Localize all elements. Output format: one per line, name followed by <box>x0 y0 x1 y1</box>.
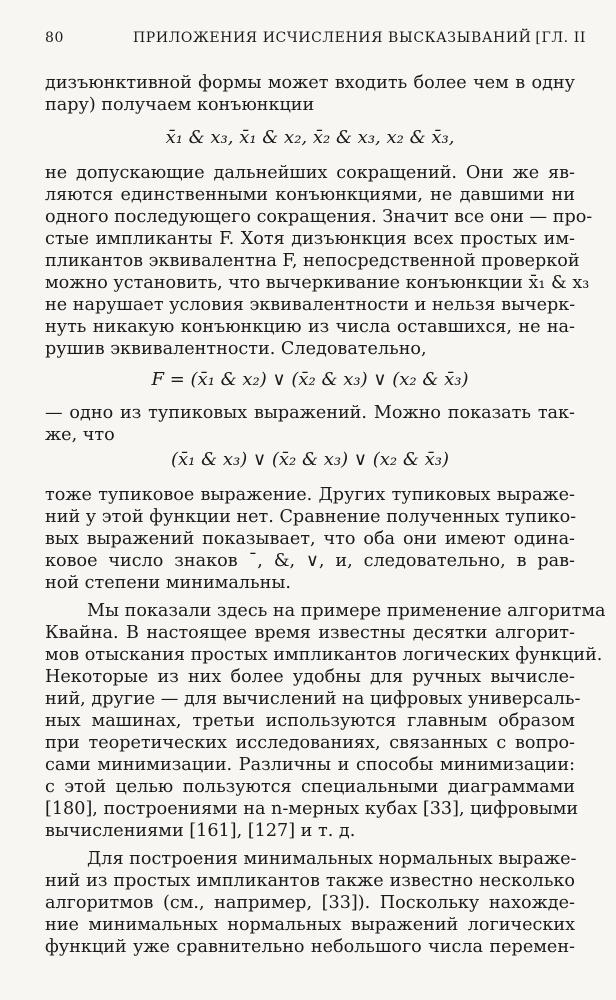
text-line: ных машинах, третьи используются главным образом <box>45 711 575 731</box>
text-line: мов отыскания простых импликантов логических функций. <box>45 645 603 665</box>
text-line: с этой целью пользуются специальными диаграммами <box>45 777 575 797</box>
text-line: вычислениями [161], [127] и т. д. <box>45 821 356 841</box>
text-line: ковое число знаков ¯, &, ∨, и, следовательно, в рав- <box>45 551 575 571</box>
text-line: Мы показали здесь на примере применение алгоритма <box>87 601 606 621</box>
text-line: пликантов эквивалентна F, непосредственной проверкой <box>45 251 580 271</box>
text-line: вых выражений показывает, что оба они имеют одина- <box>45 529 575 549</box>
formula-dead-end-1: F = (x̄₁ & x₂) ∨ (x̄₂ & x₃) ∨ (x₂ & x̄₃) <box>151 369 469 390</box>
text-line: ляются единственными конъюнкциями, не давшими ни <box>45 185 575 205</box>
page-number: 80 <box>45 30 65 46</box>
running-title: ПРИЛОЖЕНИЯ ИСЧИСЛЕНИЯ ВЫСКАЗЫВАНИЙ <box>133 30 532 46</box>
text-line: ний у этой функции нет. Сравнение полученных тупико- <box>45 507 577 527</box>
text-line: [180], построениями на n-мерных кубах [33], цифровыми <box>45 799 579 819</box>
text-line: нуть никакую конъюнкцию из числа оставшихся, не на- <box>45 317 575 337</box>
text-line: Квайна. В настоящее время известны десятки алгорит- <box>45 623 575 643</box>
text-line: Некоторые из них более удобны для ручных вычисле- <box>45 667 575 687</box>
text-line: сами минимизации. Различны и способы минимизации: <box>45 755 575 775</box>
text-line: не нарушает условия эквивалентности и нельзя вычерк- <box>45 295 576 315</box>
chapter-label: [ГЛ. II <box>535 30 586 46</box>
running-header <box>45 30 586 52</box>
text-line: Для построения минимальных нормальных выраже- <box>87 849 577 869</box>
text-line: алгоритмов (см., например, [33]). Поскольку нахожде- <box>45 893 575 913</box>
formula-dead-end-2: (x̄₁ & x₃) ∨ (x̄₂ & x₃) ∨ (x₂ & x̄₃) <box>171 449 449 470</box>
text-line: тоже тупиковое выражение. Других тупиковых выраже- <box>45 485 575 505</box>
text-line: ной степени минимальны. <box>45 573 291 593</box>
text-line: — одно из тупиковых выражений. Можно показать так- <box>45 403 575 423</box>
text-line: же, что <box>45 425 115 445</box>
text-line: не допускающие дальнейших сокращений. Они же яв- <box>45 163 575 183</box>
text-line: функций уже сравнительно небольшого числа перемен- <box>45 937 575 957</box>
text-line: пару) получаем конъюнкции <box>45 95 315 115</box>
text-line: ний из простых импликантов также известно несколько <box>45 871 575 891</box>
text-line: рушив эквивалентности. Следовательно, <box>45 339 427 359</box>
text-line: можно установить, что вычеркивание конъюнкции x̄₁ & x₃ <box>45 273 590 293</box>
text-line: стые импликанты F. Хотя дизъюнкция всех простых им- <box>45 229 575 249</box>
text-line: при теоретических исследованиях, связанных с вопро- <box>45 733 575 753</box>
text-line: одного последующего сокращения. Значит все они — про- <box>45 207 593 227</box>
text-line: дизъюнктивной формы может входить более чем в одну <box>45 73 575 93</box>
formula-conjunctions: x̄₁ & x₃, x̄₁ & x₂, x̄₂ & x₃, x₂ & x̄₃, <box>165 127 455 148</box>
text-line: ние минимальных нормальных выражений логических <box>45 915 575 935</box>
text-line: ний, другие — для вычислений на цифровых универсаль- <box>45 689 581 709</box>
